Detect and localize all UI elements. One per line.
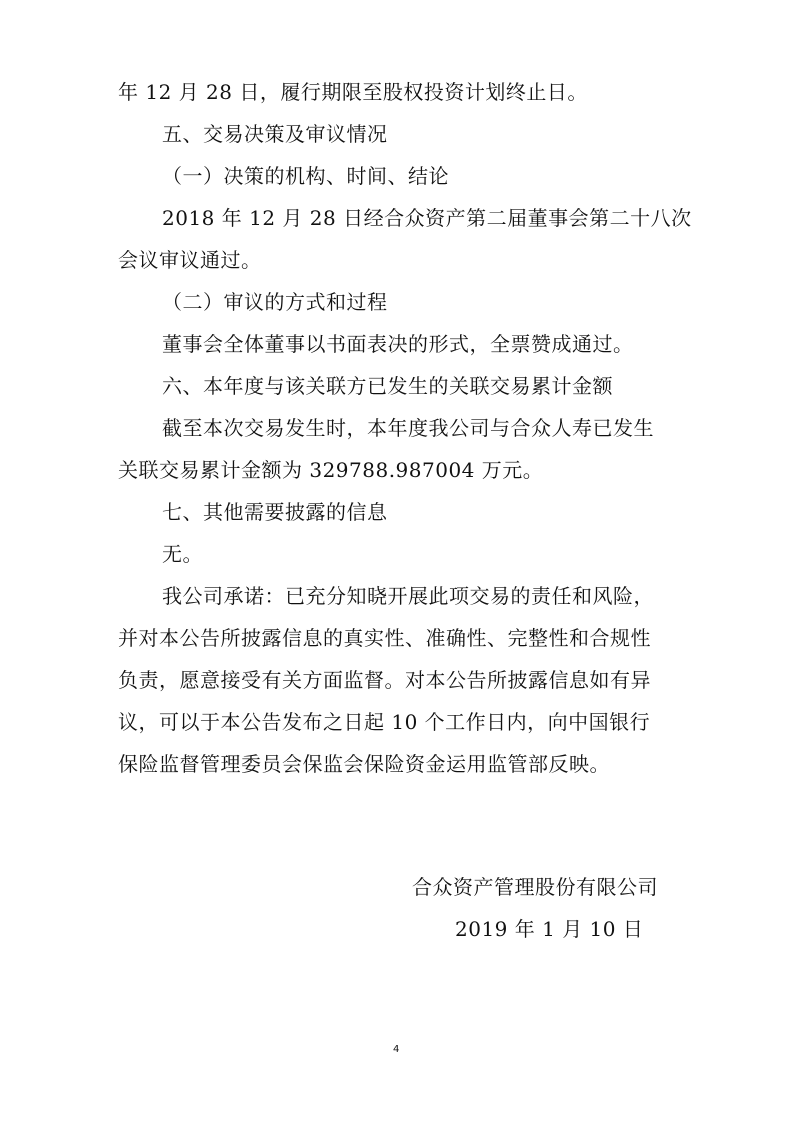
section-heading-5: 五、交易决策及审议情况 [162,122,388,146]
paragraph-line-16: 议，可以于本公告发布之日起 10 个工作日内，向中国银行 [118,710,651,734]
paragraph-line-12: 无。 [162,542,203,566]
paragraph-line-9: 截至本次交易发生时，本年度我公司与合众人寿已发生 [162,416,654,440]
paragraph-line-10: 关联交易累计金额为 329788.987004 万元。 [118,458,544,482]
paragraph-line-1: 年 12 月 28 日，履行期限至股权投资计划终止日。 [118,80,588,104]
paragraph-line-7: 董事会全体董事以书面表决的形式，全票赞成通过。 [162,332,634,356]
paragraph-line-5: 会议审议通过。 [118,248,262,272]
paragraph-line-14: 并对本公告所披露信息的真实性、准确性、完整性和合规性 [118,626,651,650]
section-heading-7: 七、其他需要披露的信息 [162,500,388,524]
paragraph-line-17: 保险监督管理委员会保监会保险资金运用监管部反映。 [118,752,610,776]
section-heading-6: 六、本年度与该关联方已发生的关联交易累计金额 [162,374,613,398]
paragraph-line-13: 我公司承诺：已充分知晓开展此项交易的责任和风险， [162,584,654,608]
subheading-1: （一）决策的机构、时间、结论 [162,164,449,188]
signature-date: 2019 年 1 月 10 日 [455,917,644,941]
signature-company: 合众资产管理股份有限公司 [412,875,658,899]
paragraph-line-15: 负责，愿意接受有关方面监督。对本公告所披露信息如有异 [118,668,651,692]
subheading-2: （二）审议的方式和过程 [162,290,388,314]
page-number: 4 [393,1044,400,1055]
paragraph-line-4: 2018 年 12 月 28 日经合众资产第二届董事会第二十八次 [162,206,692,230]
